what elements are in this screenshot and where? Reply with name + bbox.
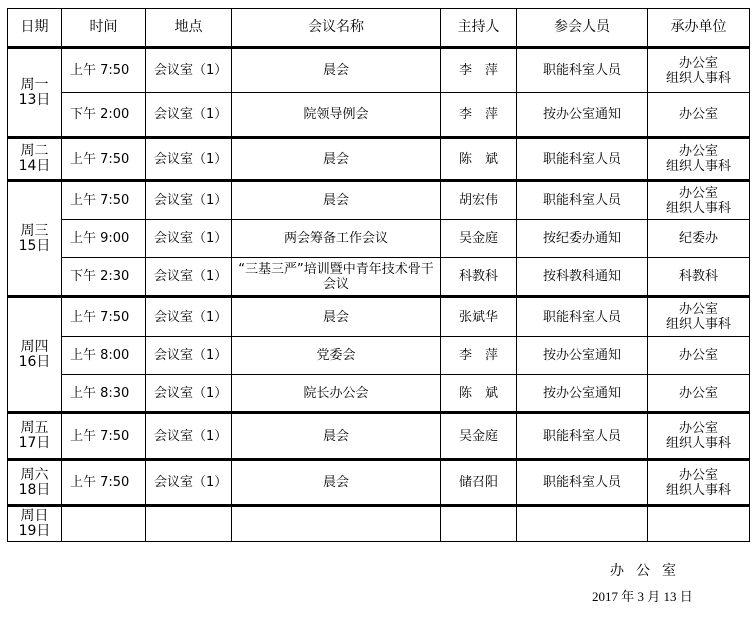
organizer-name: 办公室 — [678, 55, 718, 71]
organizer-name: 组织人事科 — [665, 317, 731, 332]
organizer-name: 组织人事科 — [665, 436, 731, 451]
table-row — [8, 93, 750, 138]
attendees-cell: 按办公室通知 — [517, 337, 648, 375]
table-row — [8, 413, 750, 460]
time-cell: 上午 9:00 — [62, 220, 146, 258]
day-group — [8, 181, 750, 297]
table-row — [8, 48, 750, 93]
organizer-name: 办公室 — [678, 185, 718, 201]
attendees-cell: 职能科室人员 — [517, 181, 648, 220]
place-cell: 会议室（1） — [146, 48, 232, 93]
table-row — [8, 297, 750, 337]
time-cell: 上午 8:00 — [62, 337, 146, 375]
day-cell — [8, 48, 62, 138]
date-label: 16日 — [18, 353, 51, 370]
host-cell: 李 萍 — [441, 337, 517, 375]
attendees-cell: 按办公室通知 — [517, 375, 648, 413]
time-cell: 上午 7:50 — [62, 460, 146, 506]
day-group — [8, 506, 750, 542]
organizer-name: 办公室 — [678, 107, 718, 122]
day-group — [8, 413, 750, 460]
place-cell: 会议室（1） — [146, 258, 232, 297]
organizer-name: 办公室 — [678, 348, 718, 363]
header-host: 主持人 — [441, 9, 517, 48]
host-cell: 储召阳 — [441, 460, 517, 506]
date-label: 18日 — [18, 481, 51, 498]
organizer-cell — [648, 220, 750, 258]
time-cell: 上午 7:50 — [62, 413, 146, 460]
day-group — [8, 138, 750, 181]
host-cell: 李 萍 — [441, 48, 517, 93]
table-row — [8, 460, 750, 506]
time-cell: 上午 7:50 — [62, 138, 146, 181]
meeting-schedule-table — [7, 8, 750, 542]
date-label: 13日 — [18, 91, 51, 108]
day-cell — [8, 413, 62, 460]
organizer-cell — [648, 297, 750, 337]
day-cell — [8, 297, 62, 413]
header-meeting-name: 会议名称 — [232, 9, 441, 48]
header-attendees: 参会人员 — [517, 9, 648, 48]
time-cell: 上午 7:50 — [62, 297, 146, 337]
organizer-name: 办公室 — [678, 385, 718, 401]
date-label: 15日 — [18, 237, 51, 254]
table-row — [8, 138, 750, 181]
attendees-cell: 职能科室人员 — [517, 460, 648, 506]
meeting-name-cell: 晨会 — [232, 413, 441, 460]
table-row — [8, 375, 750, 413]
place-cell: 会议室（1） — [146, 413, 232, 460]
attendees-cell: 职能科室人员 — [517, 413, 648, 460]
attendees-cell: 职能科室人员 — [517, 297, 648, 337]
day-cell — [8, 460, 62, 506]
table-row — [8, 337, 750, 375]
organizer-name: 办公室 — [678, 144, 718, 159]
organizer-cell — [648, 337, 750, 375]
meeting-name-cell: 院领导例会 — [232, 93, 441, 138]
organizer-cell — [648, 460, 750, 506]
meeting-name-cell: 晨会 — [232, 297, 441, 337]
organizer-name: 组织人事科 — [665, 482, 731, 498]
organizer-cell — [648, 258, 750, 297]
place-cell: 会议室（1） — [146, 375, 232, 413]
host-cell: 张斌华 — [441, 297, 517, 337]
organizer-name: 组织人事科 — [665, 200, 731, 216]
header-row — [8, 9, 750, 48]
weekday-label: 周日 — [20, 508, 49, 524]
host-cell: 吴金庭 — [441, 220, 517, 258]
meeting-name-cell: 晨会 — [232, 460, 441, 506]
host-cell: 陈 斌 — [441, 138, 517, 181]
header-organizer: 承办单位 — [648, 9, 750, 48]
host-cell: 吴金庭 — [441, 413, 517, 460]
day-group — [8, 460, 750, 506]
host-cell: 科教科 — [441, 258, 517, 297]
weekday-label: 周四 — [20, 338, 49, 355]
meeting-name-cell — [232, 506, 441, 542]
day-cell — [8, 506, 62, 542]
organizer-cell — [648, 138, 750, 181]
footer-office: 办公室 — [610, 563, 688, 579]
day-group — [8, 48, 750, 138]
place-cell: 会议室（1） — [146, 93, 232, 138]
attendees-cell: 按办公室通知 — [517, 93, 648, 138]
table-row — [8, 181, 750, 220]
place-cell: 会议室（1） — [146, 138, 232, 181]
weekday-label: 周三 — [20, 222, 49, 239]
place-cell: 会议室（1） — [146, 220, 232, 258]
organizer-name: 组织人事科 — [665, 159, 731, 174]
attendees-cell: 职能科室人员 — [517, 48, 648, 93]
time-cell: 下午 2:30 — [62, 258, 146, 297]
organizer-name: 办公室 — [678, 302, 718, 317]
organizer-name: 科教科 — [678, 269, 718, 284]
organizer-cell — [648, 48, 750, 93]
organizer-name: 组织人事科 — [665, 70, 731, 86]
attendees-cell: 按纪委办通知 — [517, 220, 648, 258]
table-row — [8, 258, 750, 297]
organizer-name: 办公室 — [678, 421, 718, 436]
table-row — [8, 506, 750, 542]
header-time: 时间 — [62, 9, 146, 48]
organizer-cell — [648, 93, 750, 138]
meeting-name-cell: 院长办公会 — [232, 375, 441, 413]
time-cell: 下午 2:00 — [62, 93, 146, 138]
place-cell: 会议室（1） — [146, 337, 232, 375]
weekday-label: 周二 — [20, 143, 49, 159]
place-cell: 会议室（1） — [146, 181, 232, 220]
organizer-cell — [648, 375, 750, 413]
organizer-cell — [648, 506, 750, 542]
table-row — [8, 220, 750, 258]
place-cell: 会议室（1） — [146, 297, 232, 337]
weekday-label: 周六 — [20, 466, 49, 483]
meeting-name-cell: “三基三严”培训暨中青年技术骨干会议 — [232, 258, 441, 297]
day-cell — [8, 138, 62, 181]
footer-date: 2017 年 3 月 13 日 — [592, 589, 693, 604]
time-cell — [62, 506, 146, 542]
header-date: 日期 — [8, 9, 62, 48]
host-cell — [441, 506, 517, 542]
host-cell: 李 萍 — [441, 93, 517, 138]
place-cell — [146, 506, 232, 542]
meeting-name-cell: 晨会 — [232, 138, 441, 181]
date-label: 19日 — [18, 523, 51, 539]
organizer-cell — [648, 181, 750, 220]
host-cell: 陈 斌 — [441, 375, 517, 413]
weekday-label: 周一 — [20, 76, 49, 93]
meeting-name-cell: 两会筹备工作会议 — [232, 220, 441, 258]
attendees-cell: 职能科室人员 — [517, 138, 648, 181]
meeting-name-cell: 晨会 — [232, 48, 441, 93]
time-cell: 上午 7:50 — [62, 181, 146, 220]
header-place: 地点 — [146, 9, 232, 48]
table-header — [8, 9, 750, 48]
weekday-label: 周五 — [20, 420, 49, 436]
time-cell: 上午 7:50 — [62, 48, 146, 93]
meeting-name-cell: 晨会 — [232, 181, 441, 220]
date-label: 17日 — [18, 435, 51, 451]
organizer-cell — [648, 413, 750, 460]
place-cell: 会议室（1） — [146, 460, 232, 506]
day-group — [8, 297, 750, 413]
organizer-name: 办公室 — [678, 467, 718, 483]
meeting-name-cell: 党委会 — [232, 337, 441, 375]
organizer-name: 纪委办 — [678, 231, 718, 246]
host-cell: 胡宏伟 — [441, 181, 517, 220]
day-cell — [8, 181, 62, 297]
date-label: 14日 — [18, 158, 51, 174]
attendees-cell — [517, 506, 648, 542]
time-cell: 上午 8:30 — [62, 375, 146, 413]
attendees-cell: 按科教科通知 — [517, 258, 648, 297]
